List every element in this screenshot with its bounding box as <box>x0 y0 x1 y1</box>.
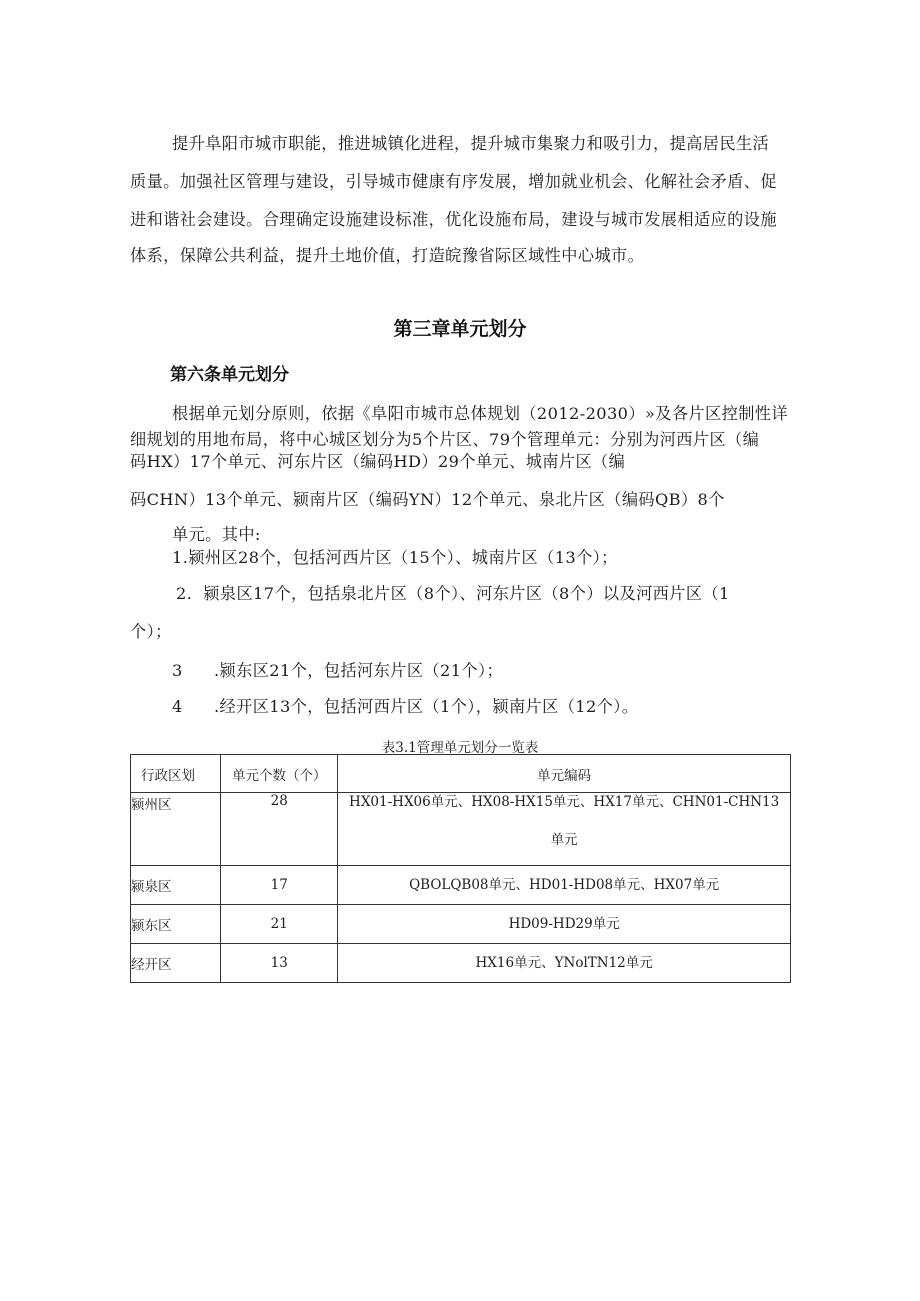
list-item-number: 2． <box>176 584 204 603</box>
table-row <box>131 793 791 866</box>
header-count: 单元个数（个） <box>221 755 338 793</box>
codes-cell <box>338 793 791 866</box>
list-item-4 <box>172 697 638 717</box>
list-item-number: 3 <box>172 661 183 680</box>
list-item-2-continuation: 个）； <box>130 622 172 641</box>
list-item-3 <box>172 661 503 681</box>
division-line-4: 码CHN）13个单元、颍南片区（编码YN）12个单元、泉北片区（编码QB）8个 <box>130 490 725 509</box>
article-title: 第六条单元划分 <box>170 365 289 385</box>
intro-line-4: 体系，保障公共利益，提升土地价值，打造皖豫省际区域性中心城市。 <box>130 246 645 265</box>
count-cell: 13 <box>221 944 338 983</box>
list-item-text: 颍州区28个，包括河西片区（15个）、城南片区（13个）； <box>188 548 618 567</box>
table-row <box>131 866 791 905</box>
count-cell: 21 <box>221 905 338 944</box>
codes-cell: QBOLQB08单元、HD01-HD08单元、HX07单元 <box>338 866 791 905</box>
division-line-2: 细规划的用地布局，将中心城区划分为5个片区、79个管理单元：分别为河西片区（编 <box>130 430 760 449</box>
count-cell: 28 <box>221 793 338 866</box>
list-item-text: .颍东区21个，包括河东片区（21个）； <box>214 661 504 680</box>
codes-text: HX01-HX06单元、HX08-HX15单元、HX17单元、CHN01-CHN13 <box>349 794 780 810</box>
intro-line-3: 进和谐社会建设。合理确定设施建设标准，优化设施布局，建设与城市发展相适应的设施 <box>130 210 777 229</box>
table-row <box>131 944 791 983</box>
division-line-5: 单元。其中: <box>172 525 261 544</box>
list-item-number: 1. <box>172 548 189 567</box>
codes-text-continued: 单元 <box>550 832 578 848</box>
count-cell: 17 <box>221 866 338 905</box>
list-item-text: .经开区13个，包括河西片区（1个），颍南片区（12个）。 <box>214 697 639 716</box>
chapter-title: 第三章单元划分 <box>393 318 527 340</box>
district-cell: 颍东区 <box>131 905 221 944</box>
list-item-number: 4 <box>172 697 183 716</box>
division-line-3: 码HX）17个单元、河东片区（编码HD）29个单元、城南片区（编 <box>130 452 626 471</box>
table-header-row <box>131 755 791 793</box>
district-cell: 颍州区 <box>131 793 221 866</box>
district-cell: 经开区 <box>131 944 221 983</box>
division-line-1: 根据单元划分原则，依据《阜阳市城市总体规划（2012-2030）»及各片区控制性详 <box>172 404 788 423</box>
codes-cell: HD09-HD29单元 <box>338 905 791 944</box>
table-row <box>131 905 791 944</box>
intro-line-1: 提升阜阳市城市职能，推进城镇化进程，提升城市集聚力和吸引力，提高居民生活 <box>172 134 770 153</box>
list-item-2 <box>176 584 730 604</box>
list-item-text: 颍泉区17个，包括泉北片区（8个）、河东片区（8个）以及河西片区（1 <box>203 584 730 603</box>
table-caption: 表3.1管理单元划分一览表 <box>381 740 539 756</box>
district-cell: 颍泉区 <box>131 866 221 905</box>
list-item-1 <box>172 548 618 568</box>
header-codes: 单元编码 <box>338 755 791 793</box>
intro-line-2: 质量。加强社区管理与建设，引导城市健康有序发展，增加就业机会、化解社会矛盾、促 <box>130 172 777 191</box>
codes-cell: HX16单元、YNolTN12单元 <box>338 944 791 983</box>
unit-division-table <box>130 754 791 983</box>
header-district: 行政区划 <box>131 755 221 793</box>
